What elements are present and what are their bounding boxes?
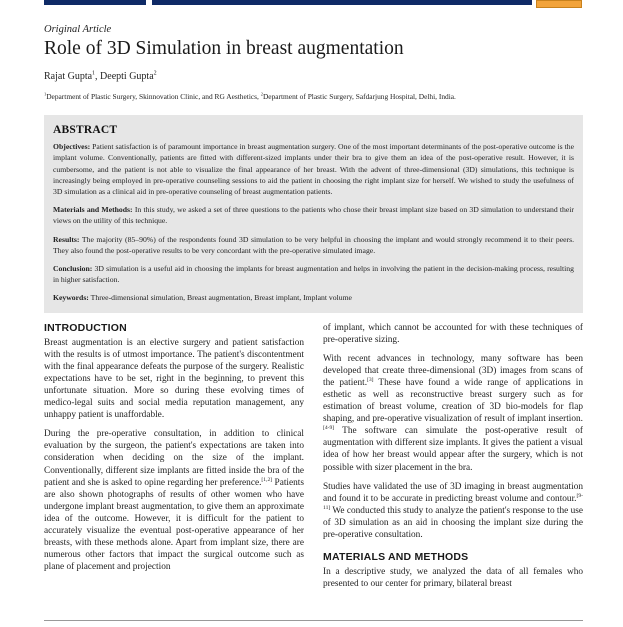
citation-link[interactable]: [1,2]: [261, 476, 273, 483]
affiliation-marker: 2: [153, 70, 157, 77]
keywords-text: Three-dimensional simulation, Breast augmentation, Breast implant, Implant volume: [88, 293, 352, 303]
abstract-text: Patient satisfaction is of paramount importance in breast augmentation surgery. One of the most important determinants of the post-operative outcome is the implant volume. Conventionally, patients are fitted with different-sized implants under their bra to give them an idea of the post-operative result. However, it is cumbersome, and the patient is not able to visualize the final appearance of her breast. With the advent of three-dimensional (3D) simulations, this technique is increasingly being employed in pre-operative counseling sessions to aid the patient in choosing the right implant size for herself. We wished to study the usefulness of 3D simulation as a clinical aid in pre-operative counseling of breast augmentation patients.: [53, 142, 574, 197]
header-accent-bar: [152, 0, 532, 5]
citation-link[interactable]: [9-11]: [323, 492, 583, 511]
section-heading-materials-methods: MATERIALS AND METHODS: [323, 550, 469, 563]
journal-logo-box: [536, 0, 582, 8]
body-paragraph: [44, 428, 304, 573]
body-paragraph: [323, 481, 583, 541]
footnote-divider: [44, 620, 583, 621]
body-paragraph: of implant, which cannot be accounted for with these techniques of pre-operative sizing.: [323, 323, 583, 346]
abstract-objectives: [53, 141, 574, 197]
affiliations: [44, 92, 456, 101]
author-separator: ,: [95, 71, 101, 82]
body-text: Patients are also shown photographs of results of other women who have undergone implant breast augmentation, to give them an approximate idea of the outcome. However, it is difficult for the patient to accurately visualize the eventual post-operative appearance of her breasts, with these methods alone. Apart from implant size, there are numerous other factors that impact the surgical outcome such as plane of placement and projection: [44, 477, 304, 572]
abstract-label: Objectives:: [53, 142, 91, 152]
affiliation-marker: 1: [92, 70, 96, 77]
article-title: Role of 3D Simulation in breast augmentation: [44, 38, 404, 59]
article-type: Original Article: [44, 24, 112, 35]
abstract-label: Conclusion:: [53, 264, 93, 274]
left-column: [44, 322, 304, 580]
body-paragraph: In a descriptive study, we analyzed the data of all females who presented to our center for primary, bilateral breast: [323, 566, 583, 589]
affiliation-marker: 1: [44, 91, 47, 97]
abstract-text: 3D simulation is a useful aid in choosing the implants for breast augmentation and helps in involving the patient in the decision-making process, resulting in higher satisfaction.: [53, 264, 574, 285]
abstract-methods: [53, 204, 574, 226]
affiliation-text: Department of Plastic Surgery, Skinnovation Clinic, and RG Aesthetics,: [46, 92, 261, 101]
body-text: The software can simulate the post-operative result of augmentation with different size implants. It gives the patient a visual idea of how her breast would appear after the surgery, which is not possible with sizer placement in the bra.: [323, 426, 583, 473]
section-heading-introduction: INTRODUCTION: [44, 322, 127, 334]
abstract-heading: ABSTRACT: [53, 124, 118, 136]
author-name[interactable]: Deepti Gupta: [100, 71, 154, 82]
citation-link[interactable]: [3]: [367, 377, 374, 384]
abstract-keywords: [53, 292, 574, 303]
author-list: [44, 71, 157, 82]
abstract-box: [44, 115, 583, 313]
abstract-text: In this study, we asked a set of three questions to the patients who chose their breast implant size based on 3D simulation to understand their views on the utility of this technique.: [53, 205, 574, 226]
body-paragraph: Breast augmentation is an elective surgery and patient satisfaction with the results is of utmost importance. The patient's discontentment with the final appearance defeats the purpose of the surgery. Realistic expectations have to be set, right in the beginning, to prevent this unfortunate situation. More so during these evolving times of medico-legal suits and social media reputation management, any unhappy patient is unaffordable.: [44, 338, 304, 421]
abstract-label: Materials and Methods:: [53, 205, 133, 215]
header-accent-bar-left: [44, 0, 146, 5]
abstract-label: Keywords:: [53, 293, 89, 303]
affiliation-marker: 2: [260, 91, 263, 97]
right-column: [323, 322, 583, 597]
citation-link[interactable]: [4-9]: [323, 425, 335, 432]
body-text: Studies have validated the use of 3D imaging in breast augmentation and found it to be accurate in predicting breast volume and contour.: [323, 481, 583, 504]
body-text: With recent advances in technology, many software has been developed that create three-dimensional (3D) images from scans of the patient.: [323, 354, 583, 389]
abstract-conclusion: [53, 263, 574, 285]
author-name[interactable]: Rajat Gupta: [44, 71, 93, 82]
body-text: We conducted this study to analyze the patient's response to the use of 3D simulation as an aid in choosing the implant size during the pre-operative consultation.: [323, 505, 583, 540]
body-text: These have found a wide range of applications in esthetic as well as reconstructive breast surgery such as for estimation of breast volume, creation of 3D bio-models for flap shaping, and pre-operative visualization of result of implant insertion.: [323, 378, 583, 425]
body-text: During the pre-operative consultation, in addition to clinical evaluation by the surgeon, the patient's expectations are taken into consideration when deciding on the size of the implant. Conventionally, different size implants are fitted inside the bra of the patient and she is asked to opine regarding her preference.: [44, 429, 304, 488]
abstract-results: [53, 234, 574, 256]
body-paragraph: [323, 353, 583, 473]
abstract-label: Results:: [53, 234, 80, 244]
affiliation-text: Department of Plastic Surgery, Safdarjung Hospital, Delhi, India.: [262, 92, 456, 101]
abstract-text: The majority (85–90%) of the respondents found 3D simulation to be very helpful in choosing the implant and would strongly recommend it to their peers. They also found the post-operative results to be very concordant with the pre-operative simulated image.: [53, 234, 574, 255]
